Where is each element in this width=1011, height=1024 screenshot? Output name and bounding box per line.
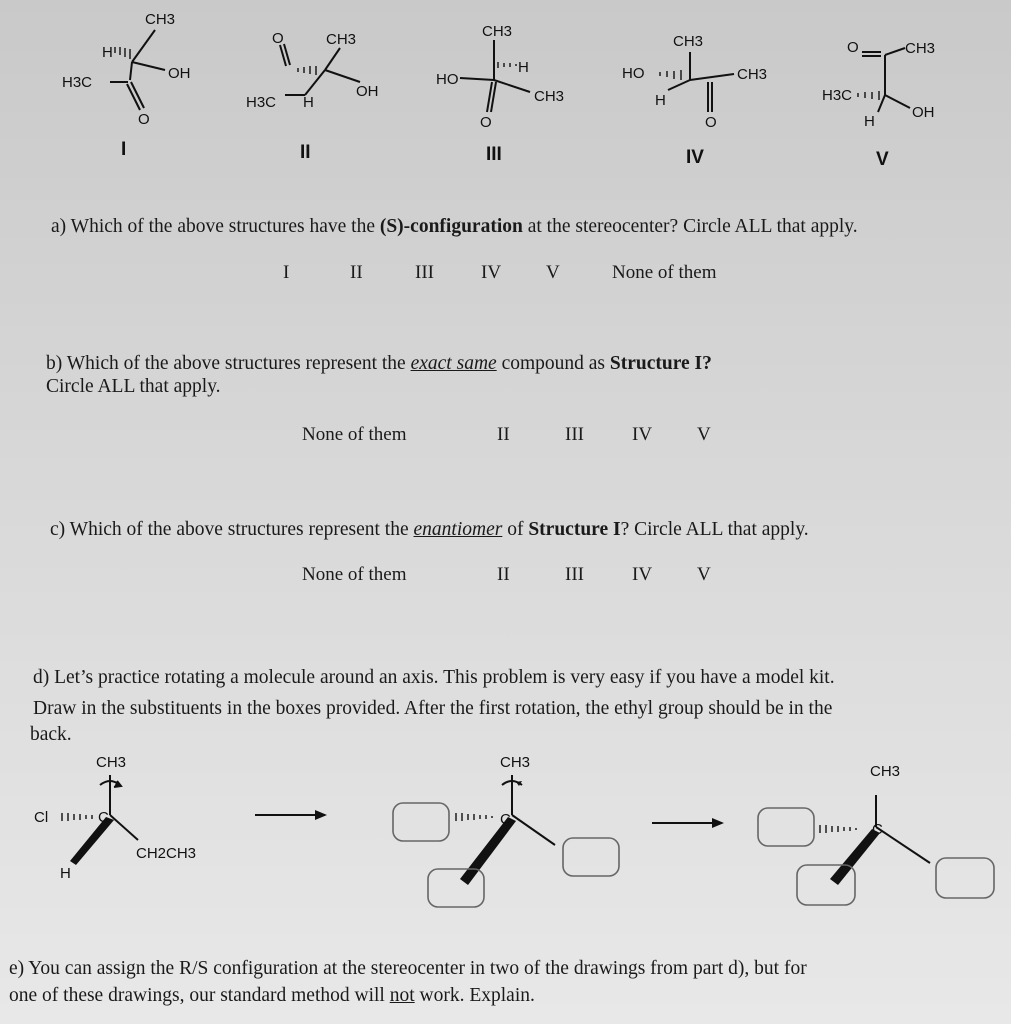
answer-box-2-left[interactable] bbox=[758, 808, 814, 846]
answer-box-1-right[interactable] bbox=[563, 838, 619, 876]
option-b-II[interactable]: II bbox=[497, 424, 510, 445]
option-a-none[interactable]: None of them bbox=[612, 262, 717, 283]
step2-c: C bbox=[872, 821, 883, 838]
start-ethyl: CH2CH3 bbox=[136, 845, 197, 862]
question-d: d) Let’s practice rotating a molecule around an axis. This problem is very easy if you have a model kit. Draw in the substituents in the boxes provided. After the first rotation, the ethyl group should be in the bbox=[33, 667, 835, 719]
structures-diagram bbox=[0, 0, 1011, 180]
s3-ch3-right: CH3 bbox=[534, 88, 565, 105]
s5-h: H bbox=[864, 113, 875, 130]
s3-ho: HO bbox=[436, 71, 459, 88]
s4-ho: HO bbox=[622, 65, 645, 82]
s1-ch3: CH3 bbox=[145, 11, 176, 28]
answer-box-2-right[interactable] bbox=[936, 858, 994, 898]
s5-ch3: CH3 bbox=[905, 40, 936, 57]
s3-h: H bbox=[518, 59, 529, 76]
option-b-III[interactable]: III bbox=[565, 424, 584, 445]
option-b-V[interactable]: V bbox=[697, 424, 711, 445]
option-b-none[interactable]: None of them bbox=[302, 424, 407, 445]
start-ch3: CH3 bbox=[96, 754, 127, 771]
start-cl: Cl bbox=[34, 809, 49, 826]
step1-ch3: CH3 bbox=[500, 754, 531, 771]
s4-o: O bbox=[705, 114, 717, 131]
rotation-diagram bbox=[0, 745, 1011, 920]
question-b: b) Which of the above structures represent the exact same compound as Structure I? Circle ALL that apply. bbox=[46, 353, 712, 397]
s4-h: H bbox=[655, 92, 666, 109]
s3-ch3-top: CH3 bbox=[482, 23, 513, 40]
option-b-IV[interactable]: IV bbox=[632, 424, 653, 445]
s1-o: O bbox=[138, 111, 150, 128]
option-a-II[interactable]: II bbox=[350, 262, 363, 283]
question-a: a) Which of the above structures have the (S)-configuration at the stereocenter? Circle ALL that apply. bbox=[51, 216, 858, 237]
question-c: c) Which of the above structures represent the enantiomer of Structure I? Circle ALL that apply. bbox=[50, 519, 809, 540]
option-c-II[interactable]: II bbox=[497, 564, 510, 585]
s2-ch3: CH3 bbox=[326, 31, 357, 48]
s2-h3c: H3C bbox=[246, 94, 277, 111]
step2-ch3: CH3 bbox=[870, 763, 901, 780]
s1-oh: OH bbox=[168, 65, 191, 82]
start-c: C bbox=[98, 809, 109, 826]
s1-h3c: H3C bbox=[62, 74, 93, 91]
s5-o: O bbox=[847, 39, 859, 56]
s5-h3c: H3C bbox=[822, 87, 853, 104]
s1-h: H bbox=[102, 44, 113, 61]
s4-ch3: CH3 bbox=[673, 33, 704, 50]
option-a-IV[interactable]: IV bbox=[481, 262, 502, 283]
option-a-I[interactable]: I bbox=[283, 262, 290, 283]
option-c-V[interactable]: V bbox=[697, 564, 711, 585]
s5-oh: OH bbox=[912, 104, 935, 121]
answer-box-1-left[interactable] bbox=[393, 803, 449, 841]
s2-oh: OH bbox=[356, 83, 379, 100]
option-c-III[interactable]: III bbox=[565, 564, 584, 585]
structure-label-II: II bbox=[300, 142, 311, 163]
option-c-IV[interactable]: IV bbox=[632, 564, 653, 585]
start-h: H bbox=[60, 865, 71, 882]
s2-o: O bbox=[272, 30, 284, 47]
structure-label-III: III bbox=[486, 144, 502, 165]
step1-c: C bbox=[500, 811, 511, 828]
structure-label-IV: IV bbox=[686, 147, 704, 168]
structure-label-I: I bbox=[121, 139, 127, 160]
s4-ch3-right: CH3 bbox=[737, 66, 768, 83]
option-c-none[interactable]: None of them bbox=[302, 564, 407, 585]
s3-o: O bbox=[480, 114, 492, 131]
structure-label-V: V bbox=[876, 149, 889, 170]
option-a-V[interactable]: V bbox=[546, 262, 560, 283]
question-d-line3: back. bbox=[30, 724, 72, 745]
option-a-III[interactable]: III bbox=[415, 262, 434, 283]
question-e: e) You can assign the R/S configuration at the stereocenter in two of the drawings from part d), but for one of these drawings, our standard method will not work. Explain. bbox=[9, 958, 807, 1006]
s2-h: H bbox=[303, 94, 314, 111]
